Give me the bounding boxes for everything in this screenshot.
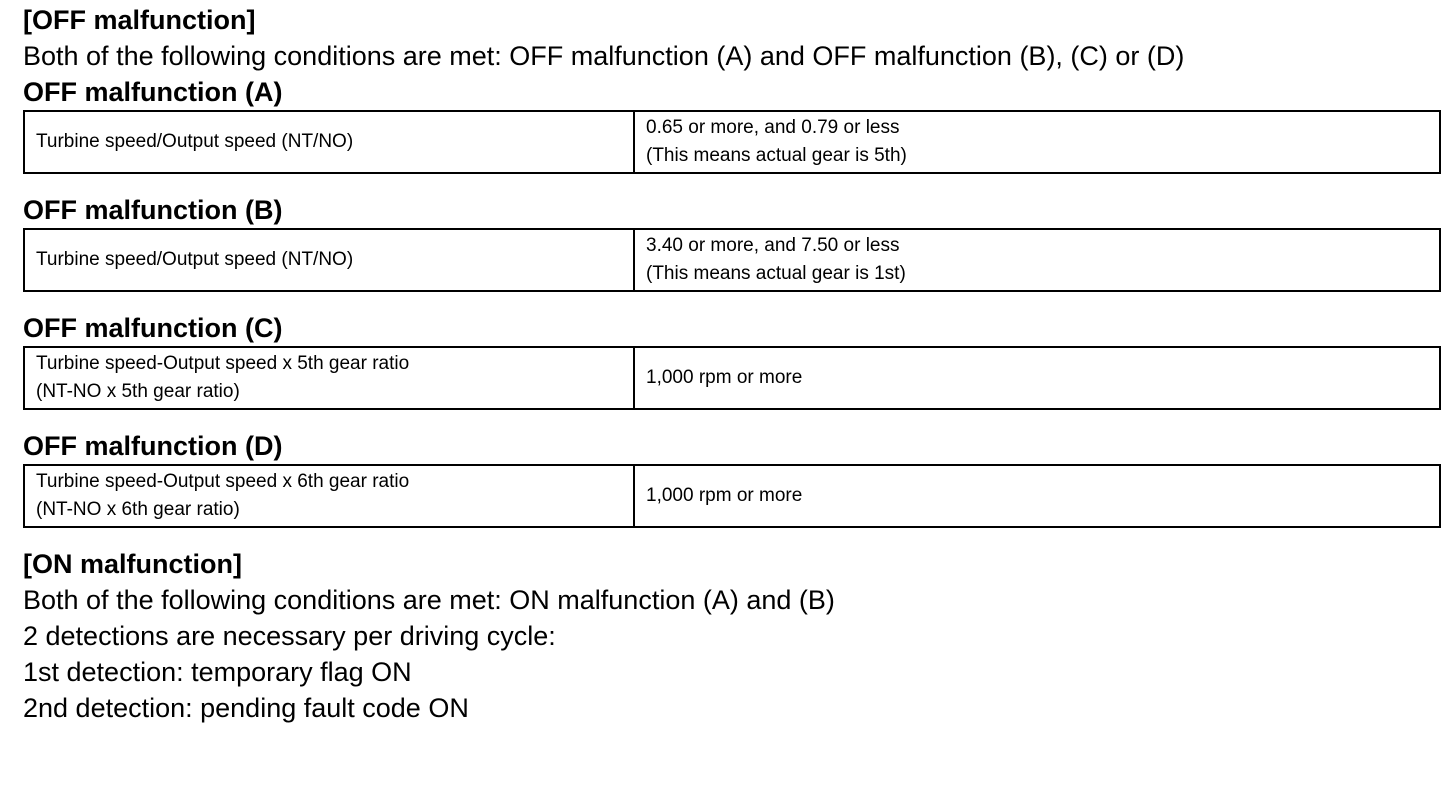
document-page [23, 0, 1441, 726]
off-malfunction-c-heading: OFF malfunction (C) [23, 313, 283, 343]
table-row [24, 111, 1440, 173]
off-malfunction-d-heading: OFF malfunction (D) [23, 431, 283, 461]
condition-value: 3.40 or more, and 7.50 or less (This means actual gear is 1st) [634, 229, 1440, 291]
first-detection: 1st detection: temporary flag ON [23, 657, 412, 687]
off-malfunction-b-table [23, 228, 1441, 292]
table-row [24, 347, 1440, 409]
on-malfunction-heading: [ON malfunction] [23, 549, 242, 579]
table-row [24, 229, 1440, 291]
off-malfunction-a-heading: OFF malfunction (A) [23, 77, 283, 107]
on-malfunction-conditions: Both of the following conditions are met: ON malfunction (A) and (B) [23, 585, 835, 615]
table-row [24, 465, 1440, 527]
condition-parameter: Turbine speed-Output speed x 5th gear ratio (NT-NO x 5th gear ratio) [24, 347, 634, 409]
off-malfunction-d-table [23, 464, 1441, 528]
detections-required: 2 detections are necessary per driving cycle: [23, 621, 556, 651]
condition-parameter: Turbine speed/Output speed (NT/NO) [24, 111, 634, 173]
off-malfunction-a-table [23, 110, 1441, 174]
condition-value: 0.65 or more, and 0.79 or less (This means actual gear is 5th) [634, 111, 1440, 173]
condition-value: 1,000 rpm or more [634, 465, 1440, 527]
off-malfunction-heading: [OFF malfunction] [23, 5, 256, 35]
condition-parameter: Turbine speed/Output speed (NT/NO) [24, 229, 634, 291]
off-malfunction-c-table [23, 346, 1441, 410]
off-malfunction-intro: Both of the following conditions are met: OFF malfunction (A) and OFF malfunction (B), (C) or (D) [23, 41, 1185, 71]
condition-parameter: Turbine speed-Output speed x 6th gear ratio (NT-NO x 6th gear ratio) [24, 465, 634, 527]
off-malfunction-b-heading: OFF malfunction (B) [23, 195, 283, 225]
condition-value: 1,000 rpm or more [634, 347, 1440, 409]
second-detection: 2nd detection: pending fault code ON [23, 693, 469, 723]
